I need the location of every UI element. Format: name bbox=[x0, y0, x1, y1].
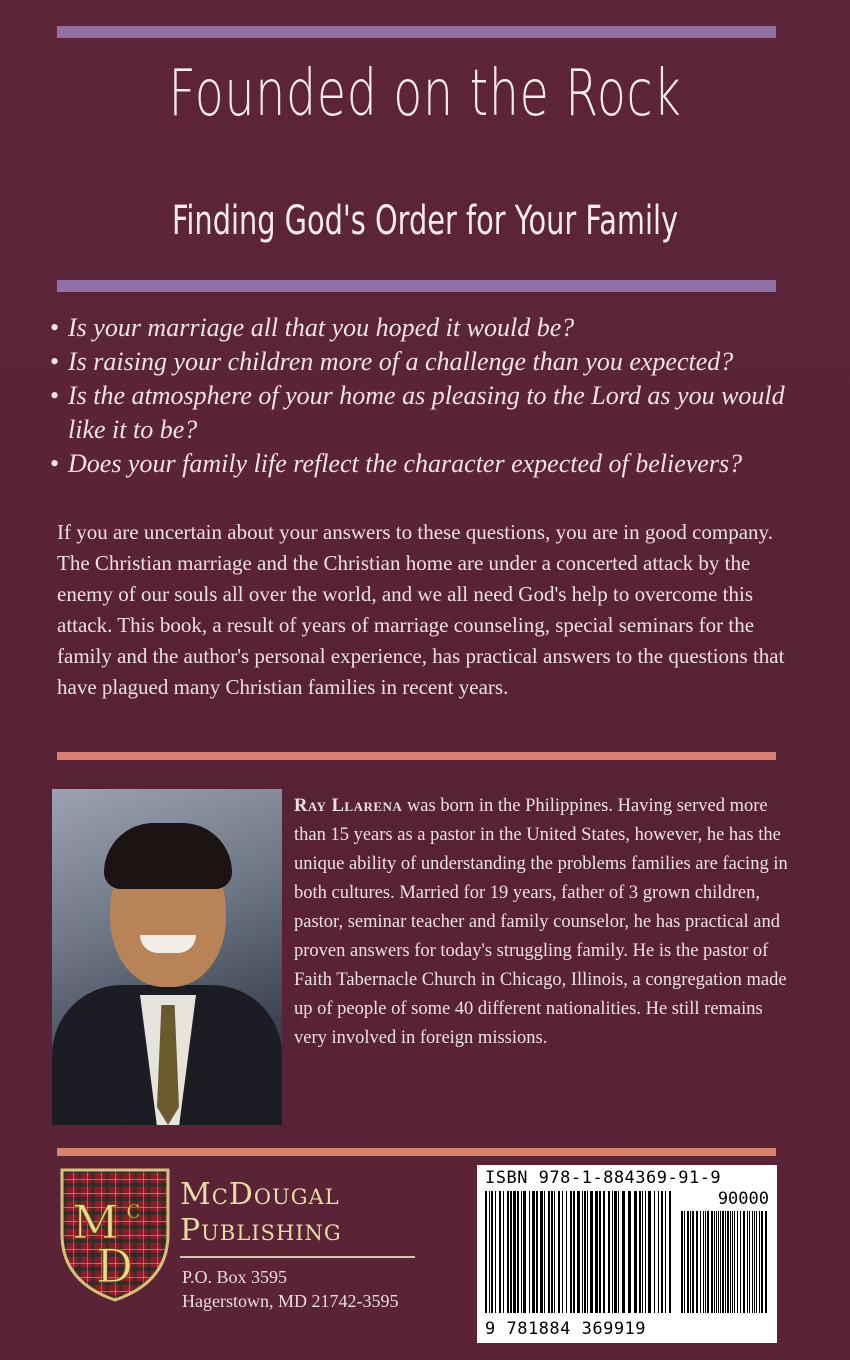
bullet-icon: • bbox=[50, 313, 60, 342]
bullet-icon: • bbox=[50, 449, 60, 478]
svg-text:M: M bbox=[72, 1195, 120, 1249]
bullet-icon: • bbox=[50, 347, 60, 376]
publisher-address: P.O. Box 3595 Hagerstown, MD 21742-3595 bbox=[182, 1267, 399, 1311]
publisher-divider bbox=[180, 1256, 415, 1258]
bullet-icon: • bbox=[50, 381, 60, 410]
title-bottom-rule bbox=[57, 280, 776, 292]
book-title: Founded on the Rock bbox=[168, 57, 682, 131]
bottom-rule bbox=[57, 1148, 776, 1156]
svg-text:D: D bbox=[96, 1239, 133, 1293]
author-photo bbox=[52, 789, 282, 1125]
publisher-name: McDougal Publishing bbox=[180, 1177, 342, 1248]
barcode-digits: 9 781884 369919 bbox=[485, 1319, 647, 1339]
question-item: • Is raising your children more of a challenge than you expected? bbox=[50, 345, 790, 379]
book-subtitle: Finding God's Order for Your Family bbox=[171, 198, 679, 244]
author-bio-text: was born in the Philippines. Having served more than 15 years as a pastor in the United States, however, he has the unique ability of understanding the problems families are facing in both cultures. Married for 19 years, father of 3 grown children, pastor, seminar teacher and family counselor, he has practical and proven answers for today's struggling family. He is the pastor of Faith Tabernacle Church in Chicago, Illinois, a congregation made up of people of some 40 different nationalities. He still remains very involved in foreign missions. bbox=[294, 796, 788, 1048]
question-item: • Is your marriage all that you hoped it would be? bbox=[50, 311, 790, 345]
author-bio bbox=[294, 792, 794, 1053]
middle-rule bbox=[57, 752, 776, 760]
top-rule bbox=[57, 26, 776, 38]
isbn-barcode bbox=[477, 1165, 777, 1343]
question-item: • Is the atmosphere of your home as pleasing to the Lord as you would like it to be? bbox=[50, 381, 785, 444]
barcode-bars-icon bbox=[485, 1191, 769, 1319]
question-item: • Does your family life reflect the character expected of believers? bbox=[50, 447, 790, 481]
publisher-logo-icon bbox=[58, 1164, 172, 1304]
intro-paragraph: If you are uncertain about your answers to these questions, you are in good company. The Christian marriage and the Christian home are under a concerted attack by the enemy of our souls all over the world, and we all need God's help to overcome this attack. This book, a result of years of marriage counseling, special seminars for the family and the author's personal experience, has practical answers to the questions that have plagued many Christian families in recent years. bbox=[57, 520, 785, 699]
question-list bbox=[50, 311, 790, 481]
author-name: Ray Llarena bbox=[294, 796, 403, 816]
svg-text:c: c bbox=[126, 1195, 141, 1225]
isbn-text: ISBN 978-1-884369-91-9 bbox=[485, 1168, 722, 1188]
price-code: 90000 bbox=[717, 1189, 769, 1209]
